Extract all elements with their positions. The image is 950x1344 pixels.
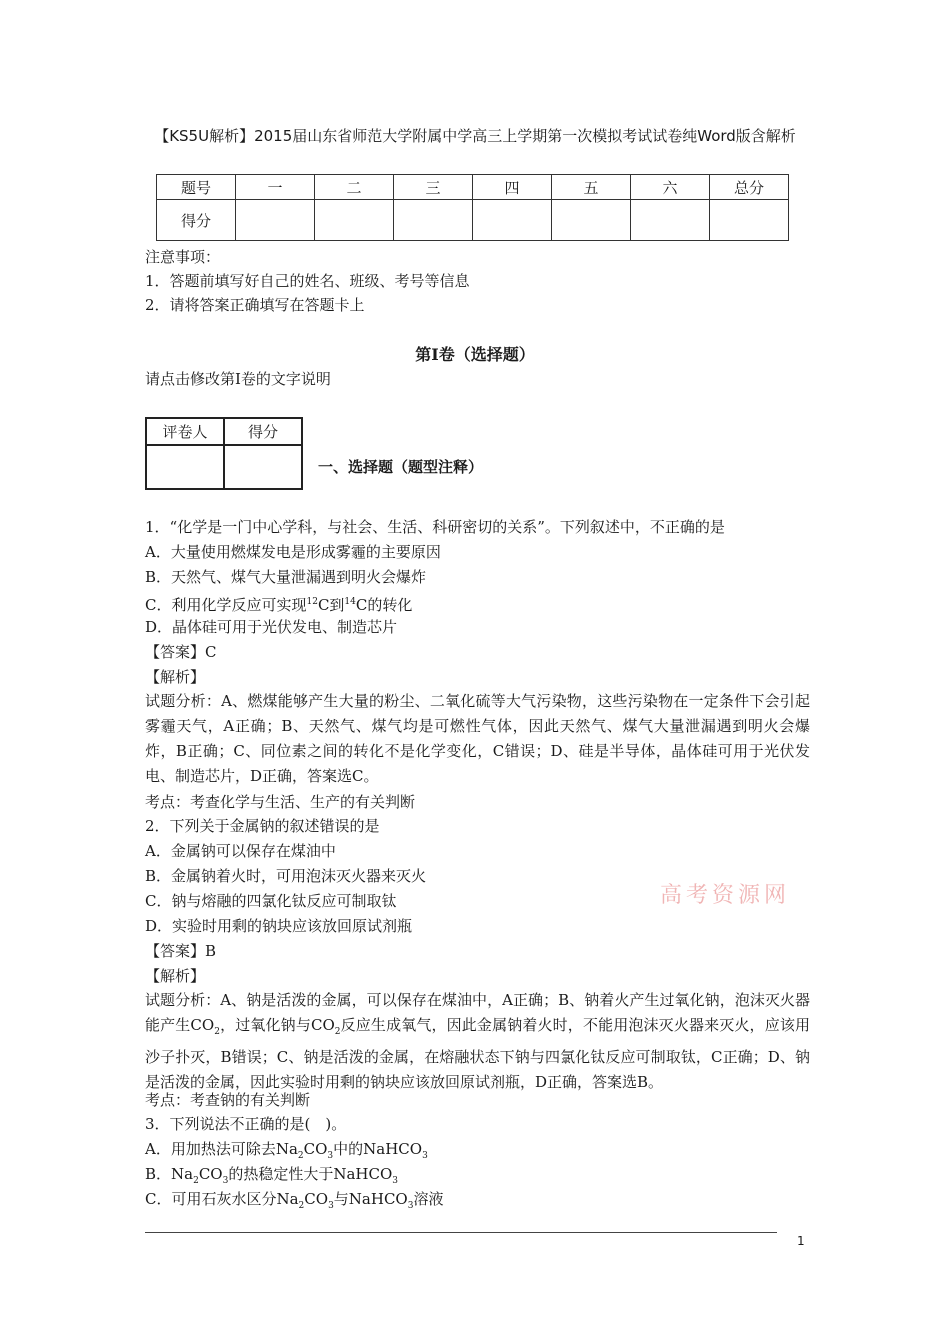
score-header-cell: 五	[552, 175, 631, 200]
knowledge-point: 考点：考查钠的有关判断	[145, 1091, 311, 1109]
score-header-cell: 二	[315, 175, 394, 200]
score-cell	[315, 200, 394, 241]
option-b: B．天然气、煤气大量泄漏遇到明火会爆炸	[145, 568, 427, 586]
analysis-text: 试题分析：A、燃煤能够产生大量的粉尘、二氧化硫等大气污染物，这些污染物在一定条件下会引起雾霾天气，A正确；B、天然气、煤气均是可燃性气体，因此天然气、煤气大量泄漏遇到明火会爆炸，B正确；C、同位素之间的转化不是化学变化，C错误；D、硅是半导体，晶体硅可用于光伏发电、制造芯片，D正确，答案选C。	[145, 692, 810, 785]
option-a: A．用加热法可除去$Na_2CO_3$中的NaHCO$_3$	[145, 1140, 428, 1161]
score-cell	[710, 200, 789, 241]
knowledge-point: 考点：考查化学与生活、生产的有关判断	[145, 793, 416, 811]
score-cell	[631, 200, 710, 241]
option-a: A．大量使用燃煤发电是形成雾霾的主要原因	[145, 543, 441, 561]
grader-cell	[224, 445, 302, 489]
section-title: 第I卷（选择题）	[415, 345, 535, 364]
grader-table	[145, 417, 303, 490]
grader-cell	[146, 445, 224, 489]
question-stem: 2．下列关于金属钠的叙述错误的是	[145, 817, 380, 835]
section-subtitle: 请点击修改第I卷的文字说明	[145, 370, 331, 388]
option-d: D．晶体硅可用于光伏发电、制造芯片	[145, 618, 398, 636]
document-title: 【KS5U解析】2015届山东省师范大学附属中学高三上学期第一次模拟考试试卷纯Word版含解析	[154, 127, 796, 145]
question-stem: 3．下列说法不正确的是( )。	[145, 1115, 347, 1133]
option-a: A．金属钠可以保存在煤油中	[145, 842, 336, 860]
watermark: 高考资源网	[660, 883, 791, 908]
score-cell	[394, 200, 473, 241]
grader-header-cell: 得分	[224, 418, 302, 445]
option-b: B．$Na_2CO_3$的热稳定性大于NaHCO$_3$	[145, 1165, 399, 1186]
question-stem: 1．“化学是一门中心学科，与社会、生活、科研密切的关系”。下列叙述中，不正确的是	[145, 518, 725, 536]
score-header-cell: 六	[631, 175, 710, 200]
score-header-cell: 三	[394, 175, 473, 200]
score-cell	[236, 200, 315, 241]
option-c: C．可用石灰水区分$Na_2CO_3$与NaHCO$_3$溶液	[145, 1190, 444, 1211]
notice-item: 2．请将答案正确填写在答题卡上	[145, 296, 365, 314]
notice-heading: 注意事项：	[145, 248, 221, 266]
answer: 【答案】B	[145, 942, 217, 960]
score-cell	[473, 200, 552, 241]
footer-rule	[145, 1232, 777, 1233]
score-header-cell: 总分	[710, 175, 789, 200]
option-c: C．钠与熔融的四氯化钛反应可制取钛	[145, 892, 397, 910]
grader-header-cell: 评卷人	[146, 418, 224, 445]
answer: 【答案】C	[145, 643, 217, 661]
analysis-label: 【解析】	[145, 668, 206, 686]
score-header-cell: 四	[473, 175, 552, 200]
score-header-cell: 题号	[157, 175, 236, 200]
analysis-text: 试题分析：A、钠是活泼的金属，可以保存在煤油中，A正确；B、钠着火产生过氧化钠，泡沫灭火器能产生$CO_2$，过氧化钠与$CO_2$反应生成氧气，因此金属钠着火时，不能用泡沫灭火器来灭火，应该用沙子扑灭，B错误；C、钠是活泼的金属，在熔融状态下钠与四氯化钛反应可制取钛，C正确；D、钠是活泼的金属，因此实验时用剩的钠块应该放回原试剂瓶，D正确，答案选B。	[145, 991, 810, 1091]
page-number: 1	[797, 1234, 805, 1248]
score-row-label: 得分	[157, 200, 236, 241]
score-table	[156, 174, 789, 241]
section-heading: 一、选择题（题型注释）	[318, 458, 484, 476]
analysis-label: 【解析】	[145, 967, 206, 985]
option-b: B．金属钠着火时，可用泡沫灭火器来灭火	[145, 867, 427, 885]
option-c: C．利用化学反应可实现$^{12}$C到$^{14}$C的转化	[145, 596, 413, 614]
score-cell	[552, 200, 631, 241]
notice-item: 1．答题前填写好自己的姓名、班级、考号等信息	[145, 272, 470, 290]
score-header-cell: 一	[236, 175, 315, 200]
option-d: D．实验时用剩的钠块应该放回原试剂瓶	[145, 917, 413, 935]
